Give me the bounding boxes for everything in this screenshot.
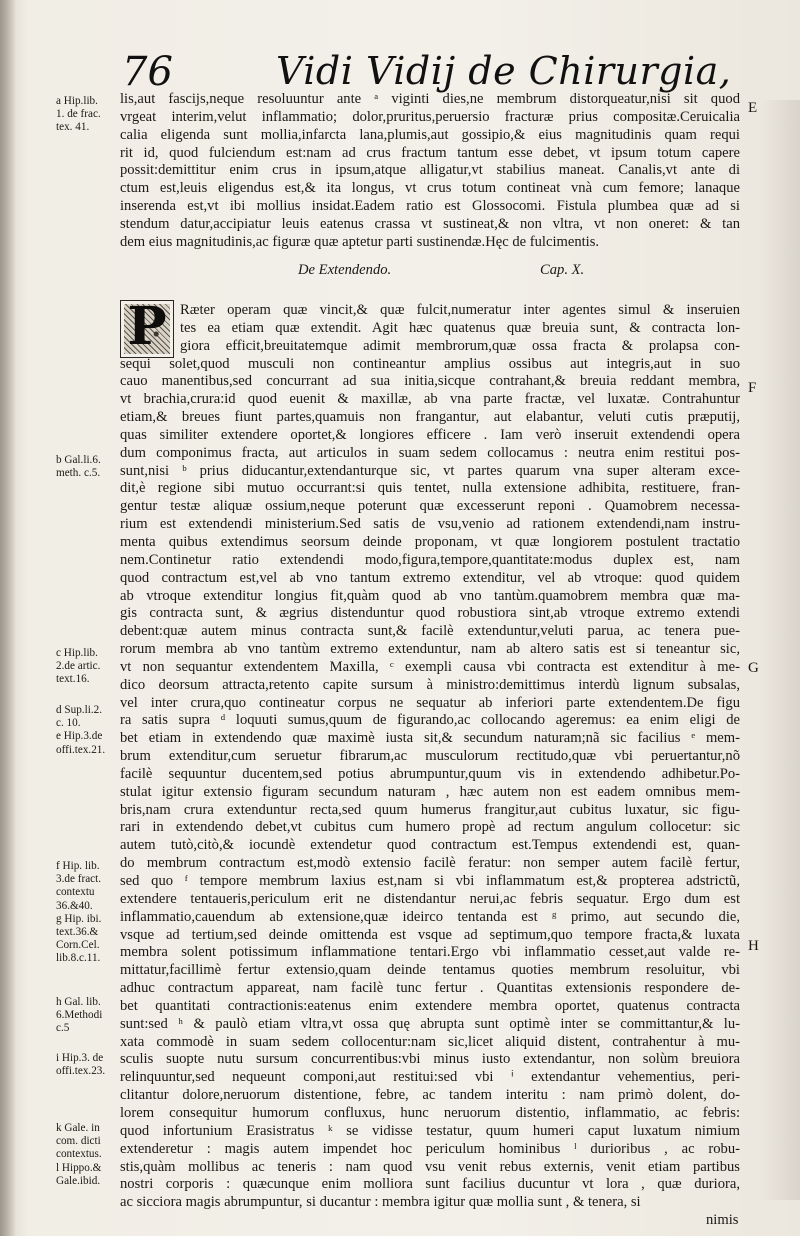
- text-line: menta quibus extendimus seorsum deinde proponam, vt quæ longiorem postulent tractatio: [120, 533, 740, 550]
- section-letter-h: H: [748, 938, 759, 954]
- text-line: vt brachia,crura:id quod euenit & maxillæ, ab vna parte fractæ, vel luxatæ. Contrahuntur: [120, 391, 740, 408]
- text-line: mittatur,facillimè fertur extensio,quam deinde tentamus quoties membrum resoluitur, vbi: [120, 962, 740, 979]
- margin-note-d-e: d Sup.li.2. c. 10. e Hip.3.de offi.tex.21.: [56, 704, 106, 756]
- text-line: debent:quæ autem minus contracta sunt,& facilè extenduntur,veluti parua, ac tenera pue-: [120, 623, 740, 640]
- margin-note-c: c Hip.lib. 2.de artic. text.16.: [56, 647, 101, 686]
- text-line: ac sicciora magis abrumpuntur, si ducantur : membra igitur quæ mollia sunt , & tenera, si: [120, 1194, 641, 1211]
- show-through-shadow: [760, 100, 800, 1200]
- text-line: adhuc contractum appareat, nam facilè tunc fertur . Quantitas extensionis respondere de-: [120, 980, 740, 997]
- margin-note-i: i Hip.3. de offi.tex.23.: [56, 1052, 106, 1078]
- section-heading: [120, 262, 740, 284]
- text-line: tes ea etiam quæ extendit. Agit hæc quatenus quæ breuia sunt, & contracta lon-: [180, 319, 740, 336]
- margin-note-f-g: f Hip. lib. 3.de fract. contextu 36.&40. g Hip. ibi. text.36.& Corn.Cel. lib.8.c.11.: [56, 860, 102, 965]
- text-line: possit:demittitur enim crus in ipsum,atque alligatur,vt stabilius maneat. Canalis,vt ante di: [120, 162, 740, 179]
- text-line: gentur testæ aliquæ ossium,neque poterunt quæ excesserunt reponi . Quamobrem necessa-: [120, 498, 740, 515]
- text-line: sculis suopte nutu sursum concurrentibus:vbi minus iusto extendantur, non solùm breuiora: [120, 1051, 740, 1068]
- text-line: sequi solet,quod musculi non contineantur amplius ossibus aut integris,aut in suo: [120, 355, 740, 372]
- text-line: gis contracta sunt, & ægrius distenduntur quod robustiora sint,ab vtroque extremo extendi: [120, 605, 740, 622]
- text-line: stulat igitur extensio figuram secundum naturam , hæc autem non est eadem omnibus mem-: [120, 783, 740, 800]
- text-line: dem eius magnitudinis,ac figuræ quæ aptetur parti sustinendæ.Hęc de fulcimentis.: [120, 233, 600, 250]
- text-line: rium est extendendi ministerium.Sed satis de vsu,venio ad rationem extendendi,nam instru-: [120, 516, 740, 533]
- text-line: rorum membra ab vno tantùm extremo extenduntur, nam ab altero satis est si teneantur sic,: [120, 641, 740, 658]
- text-line: ab vtroque extenditur longius fit,quàm quod ab vno tantùm.quamobrem membra quæ ma-: [120, 587, 740, 604]
- text-line: dit,è regione sibi mutuo occurrant:si quis tentet, nulla extensione adhibita, restituere, fran-: [120, 480, 740, 497]
- section-letter-g: G: [748, 660, 759, 676]
- text-line: sunt:sed ʰ & paulò etiam vltra,vt ossa quę abrupta sunt optimè inter se committantur,& lu-: [120, 1015, 740, 1032]
- top-paragraph: [120, 91, 740, 252]
- text-line: lorem consequitur humorum confluxus, hunc neruorum distentio, inflammatio, ac febris:: [120, 1104, 740, 1121]
- text-line: cauo manentibus,sed concurrant ad sua initia,sicque contrahant,& breuia reddant membra,: [120, 373, 740, 390]
- margin-note-k-l: k Gale. in com. dicti contextus. l Hippo.& Gale.ibid.: [56, 1122, 102, 1187]
- text-line: lis,aut fascijs,neque resoluuntur ante ᵃ viginti dies,ne membrum distorqueatur,nisi sit quod: [120, 91, 740, 107]
- text-line: relinquuntur,sed nequeunt componi,aut restitui:sed vbi ⁱ extendantur vehementius, peri-: [120, 1069, 740, 1086]
- text-line: quas similiter extendere oportet,& longiores efficere . Iam verò inseruit extendendi opera: [120, 426, 740, 443]
- text-line: rari in extendendo debet,vt cubitus cum humero propè ad rectum angulum collocetur: sic: [120, 819, 740, 836]
- text-line: Ræter operam quæ vincit,& quæ fulcit,numeratur inter agentes simul & inseruien: [180, 302, 740, 318]
- page-number: 76: [122, 49, 173, 95]
- section-letter-f: F: [748, 380, 757, 396]
- text-line: stendum datur,accipiatur leuis eatenus crassa vt sustineat,& non vltra, vt non oneret: & tan: [120, 215, 740, 232]
- text-line: membra solent potissimum inflammatione tentari.Ergo vbi inflammatio cesset,aut valde re-: [120, 944, 740, 961]
- text-line: autem tutò,citò,& iocundè extendetur quod contractum est.Tempus extendendi est, quan-: [120, 837, 740, 854]
- text-line: nem.Continetur ratio extendendi modo,figura,tempore,quantitate:modus duplex est, nam: [120, 551, 740, 568]
- main-paragraph: [120, 302, 740, 1212]
- text-line: vsque ad tertium,sed deinde omittenda est vsque ad septimum,quo tempore fracta,& luxata: [120, 926, 740, 943]
- text-line: bris,nam crura extenduntur recta,sed quum humerus frangitur,aut cubitus luxatur, sic figu-: [120, 801, 740, 818]
- text-line: dico deorsum attracta,retento capite sursum à ministro:demittimus interdù lignum subsalas,: [120, 676, 740, 693]
- text-line: extenderetur : magis autem impendet hoc periculum hominibus ˡ durioribus , ac robu-: [120, 1140, 740, 1157]
- text-line: ra satis supra ᵈ loquuti sumus,quum de figurando,ac collocando ageremus: ea enim eligi de: [120, 712, 740, 729]
- text-line: sed quo ᶠ tempore membrum laxius est,nam si vbi inflammatum est,& propterea adstrictũ,: [120, 873, 740, 889]
- text-line: facilè sequuntur ducentem,sed potius abrumpuntur,quum vis in extendendo adhibetur.Po-: [120, 765, 740, 782]
- text-line: ctum est,leuis eligendus est,& ita longus, vt crus totum contineat vnà cum femore; lanaque: [120, 180, 740, 197]
- text-line: vt non sequantur extendentem Maxilla, ᶜ exempli causa vbi contracta est extenditur à me-: [120, 658, 740, 675]
- text-line: dum componimus fracta, aut articulos in suam sedem collocamus : neutra enim restitui pos-: [120, 444, 740, 461]
- text-line: nostri corporis : quæcunque enim molliora sunt facilius ducuntur vt lora , quæ duriora,: [120, 1176, 740, 1193]
- text-line: vel inter crura,quo contineatur corpus ne sequatur ab inferiori parte extendentem.De figu: [120, 694, 740, 711]
- text-line: stis,quàm mollibus ac teneris : nam quod vsu venit rebus externis, venit etiam partibus: [120, 1158, 740, 1175]
- section-title: De Extendendo.: [298, 262, 392, 278]
- text-line: extendere tentaueris,periculum erit ne distendantur nerui,ac febris sequatur. Ergo dum est: [120, 890, 740, 907]
- text-line: calia eligenda sunt mollia,infarcta lana,plumis,aut gossipio,& eius magnitudinis quam requi: [120, 126, 740, 143]
- text-line: rit id, quod fulciendum est:nam ad crus fractum tantum esse debet, vt ipsum totum capere: [120, 144, 740, 161]
- margin-note-h: h Gal. lib. 6.Methodi c.5: [56, 996, 103, 1035]
- margin-note-b: b Gal.li.6. meth. c.5.: [56, 454, 101, 480]
- text-line: clitantur dolore,neruorum distentione, febre, ac tandem interitu : nam primò dolent, do-: [120, 1087, 740, 1104]
- text-line: etiam,& breues fiunt partes,quamuis non frangantur, aut elabantur, veluti cutis præputij,: [120, 409, 740, 426]
- text-line: do membrum contractum est,modò extensio facilè feratur: non semper autem facilè fertur,: [120, 855, 740, 872]
- text-line: xata commodè in suam sedem collocentur:nam sic,licet aliquid distent, contrahentur à mu-: [120, 1033, 740, 1050]
- text-line: bet quantitati contractionis:eatenus enim extendere membra oportet, quatenus contracta: [120, 997, 740, 1014]
- text-line: inserenda est,vt ibi mollius insidat.Eadem ratio est Glossocomi. Fistula plumbea quæ ad si: [120, 198, 740, 215]
- text-line: quod infortunium Erasistratus ᵏ se vidisse testatur, quum humeri caput luxatum nimium: [120, 1122, 740, 1139]
- chapter-label: Cap. X.: [540, 262, 585, 278]
- text-line: quod contractum est,vel ab vno tantum extremo extenditur, vel ab vtroque: quod quidem: [120, 569, 740, 586]
- gutter-shadow: [0, 0, 16, 1236]
- text-line: inflammatio,cauendum ab extensione,quæ ideirco tentanda est ᵍ primo, aut secundo die,: [120, 908, 740, 925]
- margin-note-a: a Hip.lib. 1. de frac. tex. 41.: [56, 95, 101, 134]
- running-title: Vidi Vidij de Chirurgia,: [276, 49, 732, 93]
- text-line: giora efficit,breuitatemque adimit membrorum,quæ ossa fracta & prolapsa con-: [180, 337, 740, 354]
- text-line: brum extenditur,cum seruetur fibrarum,ac musculorum rectitudo,quæ vbi peruertantur,nõ: [120, 748, 740, 765]
- catchword: nimis: [706, 1212, 739, 1228]
- text-line: vrgeat interim,velut inflammatio; dolor,pruritus,peruersio fracturæ prius compositæ.Ceruicalia: [120, 108, 740, 125]
- section-letter-e: E: [748, 100, 758, 116]
- initial-letter: P: [127, 296, 167, 357]
- text-line: sunt,nisi ᵇ prius diducantur,extendanturque sic, vt partes quarum vna super alteram exce-: [120, 462, 740, 479]
- text-line: bet etiam in extendendo quæ maximè iusta sit,& secundum naturam;nã sic facilius ᵉ mem-: [120, 730, 740, 747]
